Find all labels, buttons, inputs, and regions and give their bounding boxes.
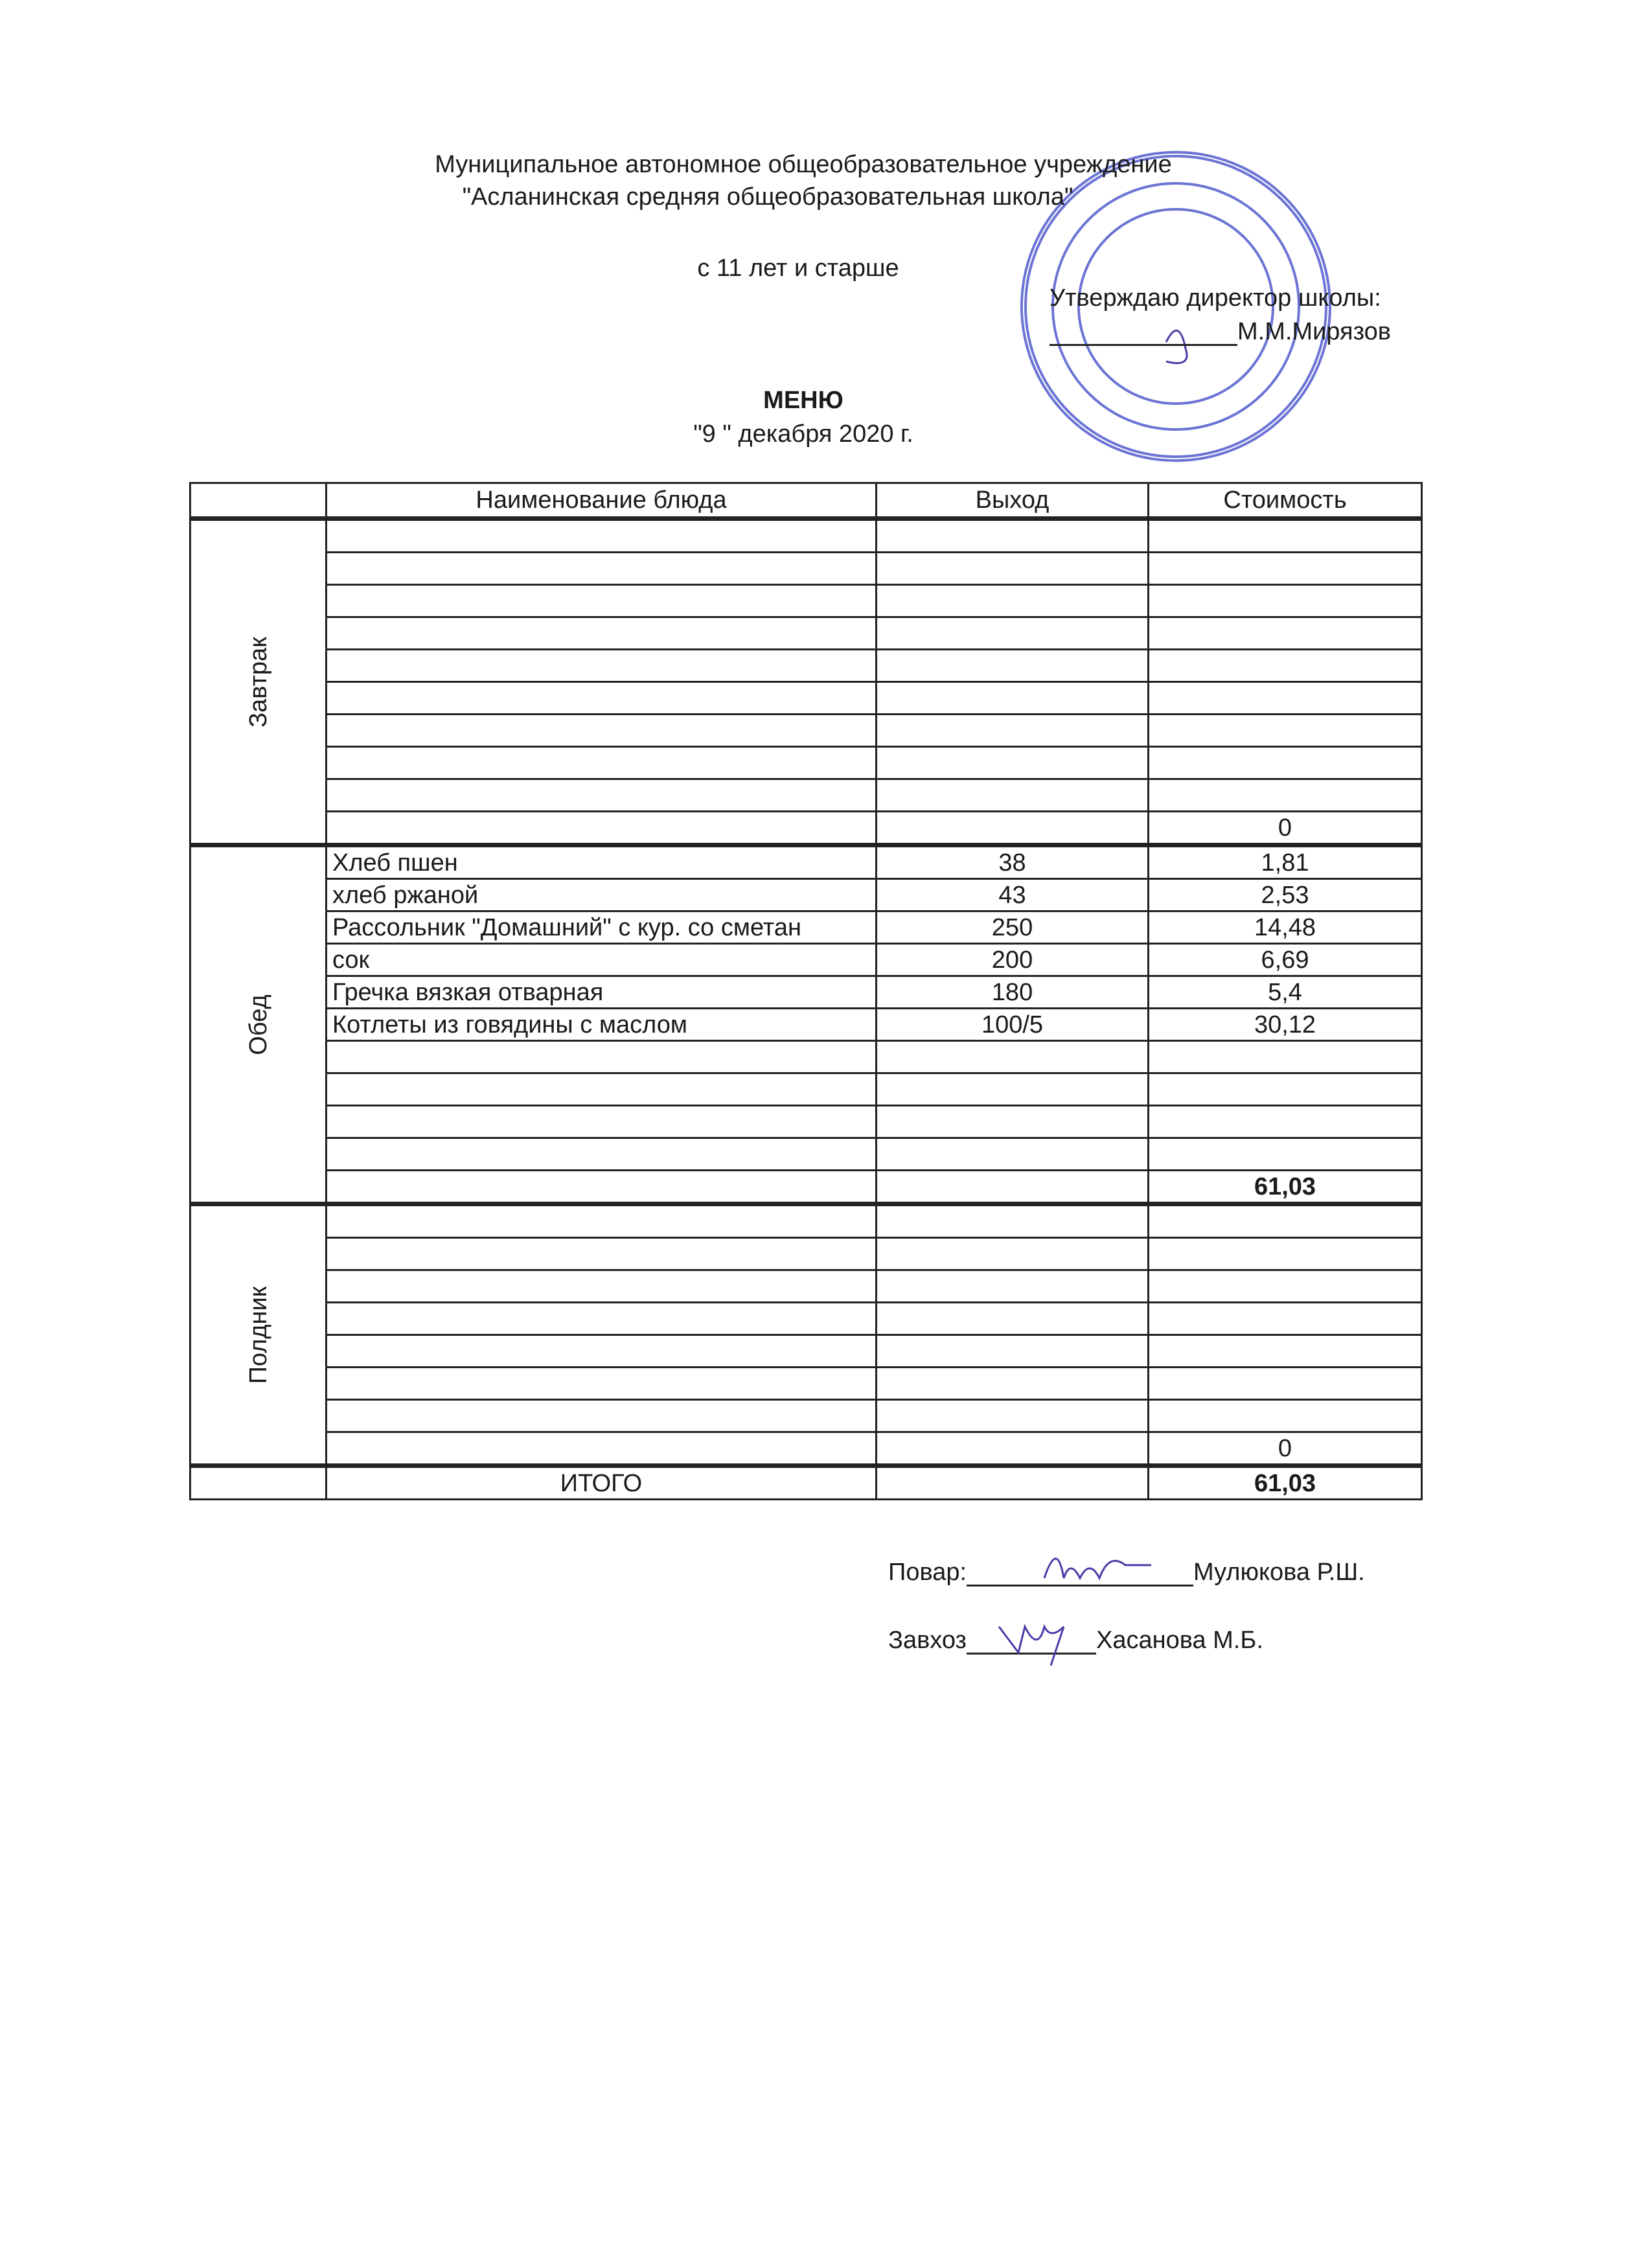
dish-yield bbox=[877, 617, 1149, 650]
dish-name bbox=[327, 1335, 877, 1368]
dish-cost bbox=[1149, 1138, 1422, 1171]
table-row bbox=[190, 1270, 1422, 1303]
table-row bbox=[190, 1368, 1422, 1400]
section-cell bbox=[190, 1204, 327, 1466]
dish-yield bbox=[877, 519, 1149, 553]
table-row bbox=[190, 779, 1422, 812]
dish-yield bbox=[877, 1466, 1149, 1500]
supply-label: Завхоз bbox=[888, 1627, 967, 1654]
grand-total-value: 61,03 bbox=[1149, 1466, 1422, 1500]
supply-signature bbox=[967, 1633, 1096, 1655]
dish-yield bbox=[877, 1106, 1149, 1138]
dish-name bbox=[327, 1138, 877, 1171]
dish-yield bbox=[877, 1270, 1149, 1303]
age-group: с 11 лет и старше bbox=[697, 255, 899, 282]
dish-cost: 1,81 bbox=[1149, 845, 1422, 879]
supply-name: Хасанова М.Б. bbox=[1096, 1627, 1263, 1654]
dish-cost bbox=[1149, 1041, 1422, 1073]
table-row bbox=[190, 1400, 1422, 1432]
section-total: 0 bbox=[1149, 1432, 1422, 1466]
section-total-row bbox=[190, 1432, 1422, 1466]
dish-yield bbox=[877, 682, 1149, 715]
section-total: 61,03 bbox=[1149, 1171, 1422, 1204]
dish-yield: 250 bbox=[877, 911, 1149, 944]
header-section-cell bbox=[190, 483, 327, 519]
dish-cost bbox=[1149, 1303, 1422, 1335]
grand-total-label: ИТОГО bbox=[327, 1466, 877, 1500]
table-row bbox=[190, 650, 1422, 682]
cook-label: Повар: bbox=[888, 1559, 967, 1586]
dish-yield bbox=[877, 1303, 1149, 1335]
dish-yield: 38 bbox=[877, 845, 1149, 879]
section-total-row bbox=[190, 1171, 1422, 1204]
dish-name bbox=[327, 1432, 877, 1466]
section-total: 0 bbox=[1149, 812, 1422, 845]
table-row bbox=[190, 976, 1422, 1009]
dish-name bbox=[327, 519, 877, 553]
director-signature-line bbox=[1050, 317, 1391, 346]
section-total-row bbox=[190, 812, 1422, 845]
dish-cost bbox=[1149, 617, 1422, 650]
table-row bbox=[190, 682, 1422, 715]
dish-cost bbox=[1149, 1204, 1422, 1238]
dish-yield bbox=[877, 1073, 1149, 1106]
director-name: М.М.Мирязов bbox=[1237, 318, 1391, 345]
dish-cost: 30,12 bbox=[1149, 1009, 1422, 1041]
dish-yield bbox=[877, 650, 1149, 682]
dish-name bbox=[327, 1204, 877, 1238]
table-row bbox=[190, 944, 1422, 976]
cook-signature bbox=[967, 1565, 1193, 1586]
dish-cost bbox=[1149, 650, 1422, 682]
dish-cost bbox=[1149, 553, 1422, 585]
column-header-dish: Наименование блюда bbox=[327, 483, 877, 519]
dish-cost bbox=[1149, 747, 1422, 779]
dish-name bbox=[327, 617, 877, 650]
supply-signature-row bbox=[888, 1626, 1263, 1655]
menu-date: "9 " декабря 2020 г. bbox=[693, 420, 913, 448]
dish-name bbox=[327, 779, 877, 812]
dish-yield bbox=[877, 1138, 1149, 1171]
dish-name bbox=[327, 747, 877, 779]
menu-table bbox=[189, 482, 1423, 1500]
approve-label: Утверждаю директор школы: bbox=[1050, 284, 1381, 312]
dish-name bbox=[327, 553, 877, 585]
table-row bbox=[190, 1303, 1422, 1335]
dish-name bbox=[327, 682, 877, 715]
dish-name: Котлеты из говядины с маслом bbox=[327, 1009, 877, 1041]
dish-name: Гречка вязкая отварная bbox=[327, 976, 877, 1009]
dish-yield: 200 bbox=[877, 944, 1149, 976]
dish-cost bbox=[1149, 1106, 1422, 1138]
dish-cost bbox=[1149, 1368, 1422, 1400]
dish-cost bbox=[1149, 1335, 1422, 1368]
table-row bbox=[190, 1335, 1422, 1368]
section-cell bbox=[190, 845, 327, 1204]
dish-name bbox=[327, 715, 877, 747]
dish-yield bbox=[877, 1171, 1149, 1204]
dish-yield: 100/5 bbox=[877, 1009, 1149, 1041]
grand-total-row bbox=[190, 1466, 1422, 1500]
table-row bbox=[190, 879, 1422, 911]
section-label: Завтрак bbox=[244, 636, 272, 727]
dish-yield bbox=[877, 1238, 1149, 1270]
dish-cost bbox=[1149, 1270, 1422, 1303]
section-cell bbox=[190, 1466, 327, 1500]
dish-yield bbox=[877, 1204, 1149, 1238]
dish-yield bbox=[877, 812, 1149, 845]
dish-cost bbox=[1149, 519, 1422, 553]
dish-yield bbox=[877, 1400, 1149, 1432]
dish-name bbox=[327, 1238, 877, 1270]
dish-yield bbox=[877, 747, 1149, 779]
table-header-row bbox=[190, 483, 1422, 519]
table-row bbox=[190, 1238, 1422, 1270]
section-cell bbox=[190, 519, 327, 845]
director-signature-blank bbox=[1050, 325, 1237, 346]
column-header-cost: Стоимость bbox=[1149, 483, 1422, 519]
dish-yield: 43 bbox=[877, 879, 1149, 911]
dish-name bbox=[327, 1270, 877, 1303]
dish-cost: 2,53 bbox=[1149, 879, 1422, 911]
table-row bbox=[190, 617, 1422, 650]
org-name-line2: "Асланинская средняя общеобразовательная школа" bbox=[462, 183, 1073, 211]
dish-name bbox=[327, 812, 877, 845]
table-row bbox=[190, 519, 1422, 553]
dish-cost bbox=[1149, 1238, 1422, 1270]
table-row bbox=[190, 1106, 1422, 1138]
dish-name bbox=[327, 650, 877, 682]
dish-name: Хлеб пшен bbox=[327, 845, 877, 879]
table-row bbox=[190, 845, 1422, 879]
table-row bbox=[190, 1009, 1422, 1041]
org-name-line1: Муниципальное автономное общеобразовательное учреждение bbox=[435, 151, 1172, 178]
table-row bbox=[190, 1041, 1422, 1073]
table-row bbox=[190, 553, 1422, 585]
table-row bbox=[190, 1138, 1422, 1171]
dish-yield bbox=[877, 715, 1149, 747]
dish-name bbox=[327, 1400, 877, 1432]
dish-name bbox=[327, 1106, 877, 1138]
dish-yield bbox=[877, 1335, 1149, 1368]
menu-title: МЕНЮ bbox=[763, 387, 843, 414]
dish-yield bbox=[877, 1368, 1149, 1400]
table-row bbox=[190, 1204, 1422, 1238]
dish-name bbox=[327, 585, 877, 617]
dish-cost bbox=[1149, 1073, 1422, 1106]
table-row bbox=[190, 747, 1422, 779]
section-label: Полдник bbox=[244, 1286, 272, 1384]
dish-cost: 14,48 bbox=[1149, 911, 1422, 944]
dish-name bbox=[327, 1368, 877, 1400]
table-row bbox=[190, 911, 1422, 944]
dish-cost bbox=[1149, 585, 1422, 617]
dish-cost bbox=[1149, 682, 1422, 715]
dish-cost bbox=[1149, 715, 1422, 747]
table-row bbox=[190, 715, 1422, 747]
dish-yield bbox=[877, 585, 1149, 617]
dish-name bbox=[327, 1073, 877, 1106]
dish-cost bbox=[1149, 779, 1422, 812]
section-label: Обед bbox=[244, 994, 272, 1055]
cook-name: Мулюкова Р.Ш. bbox=[1193, 1559, 1365, 1586]
cook-signature-row bbox=[888, 1558, 1365, 1586]
table-row bbox=[190, 1073, 1422, 1106]
dish-yield bbox=[877, 779, 1149, 812]
dish-name bbox=[327, 1303, 877, 1335]
dish-yield: 180 bbox=[877, 976, 1149, 1009]
dish-cost: 6,69 bbox=[1149, 944, 1422, 976]
table-row bbox=[190, 585, 1422, 617]
dish-yield bbox=[877, 553, 1149, 585]
dish-cost bbox=[1149, 1400, 1422, 1432]
dish-name bbox=[327, 1171, 877, 1204]
column-header-yield: Выход bbox=[877, 483, 1149, 519]
dish-name: Рассольник "Домашний" с кур. со сметан bbox=[327, 911, 877, 944]
dish-name: хлеб ржаной bbox=[327, 879, 877, 911]
dish-name bbox=[327, 1041, 877, 1073]
dish-name: сок bbox=[327, 944, 877, 976]
dish-cost: 5,4 bbox=[1149, 976, 1422, 1009]
dish-yield bbox=[877, 1041, 1149, 1073]
dish-yield bbox=[877, 1432, 1149, 1466]
